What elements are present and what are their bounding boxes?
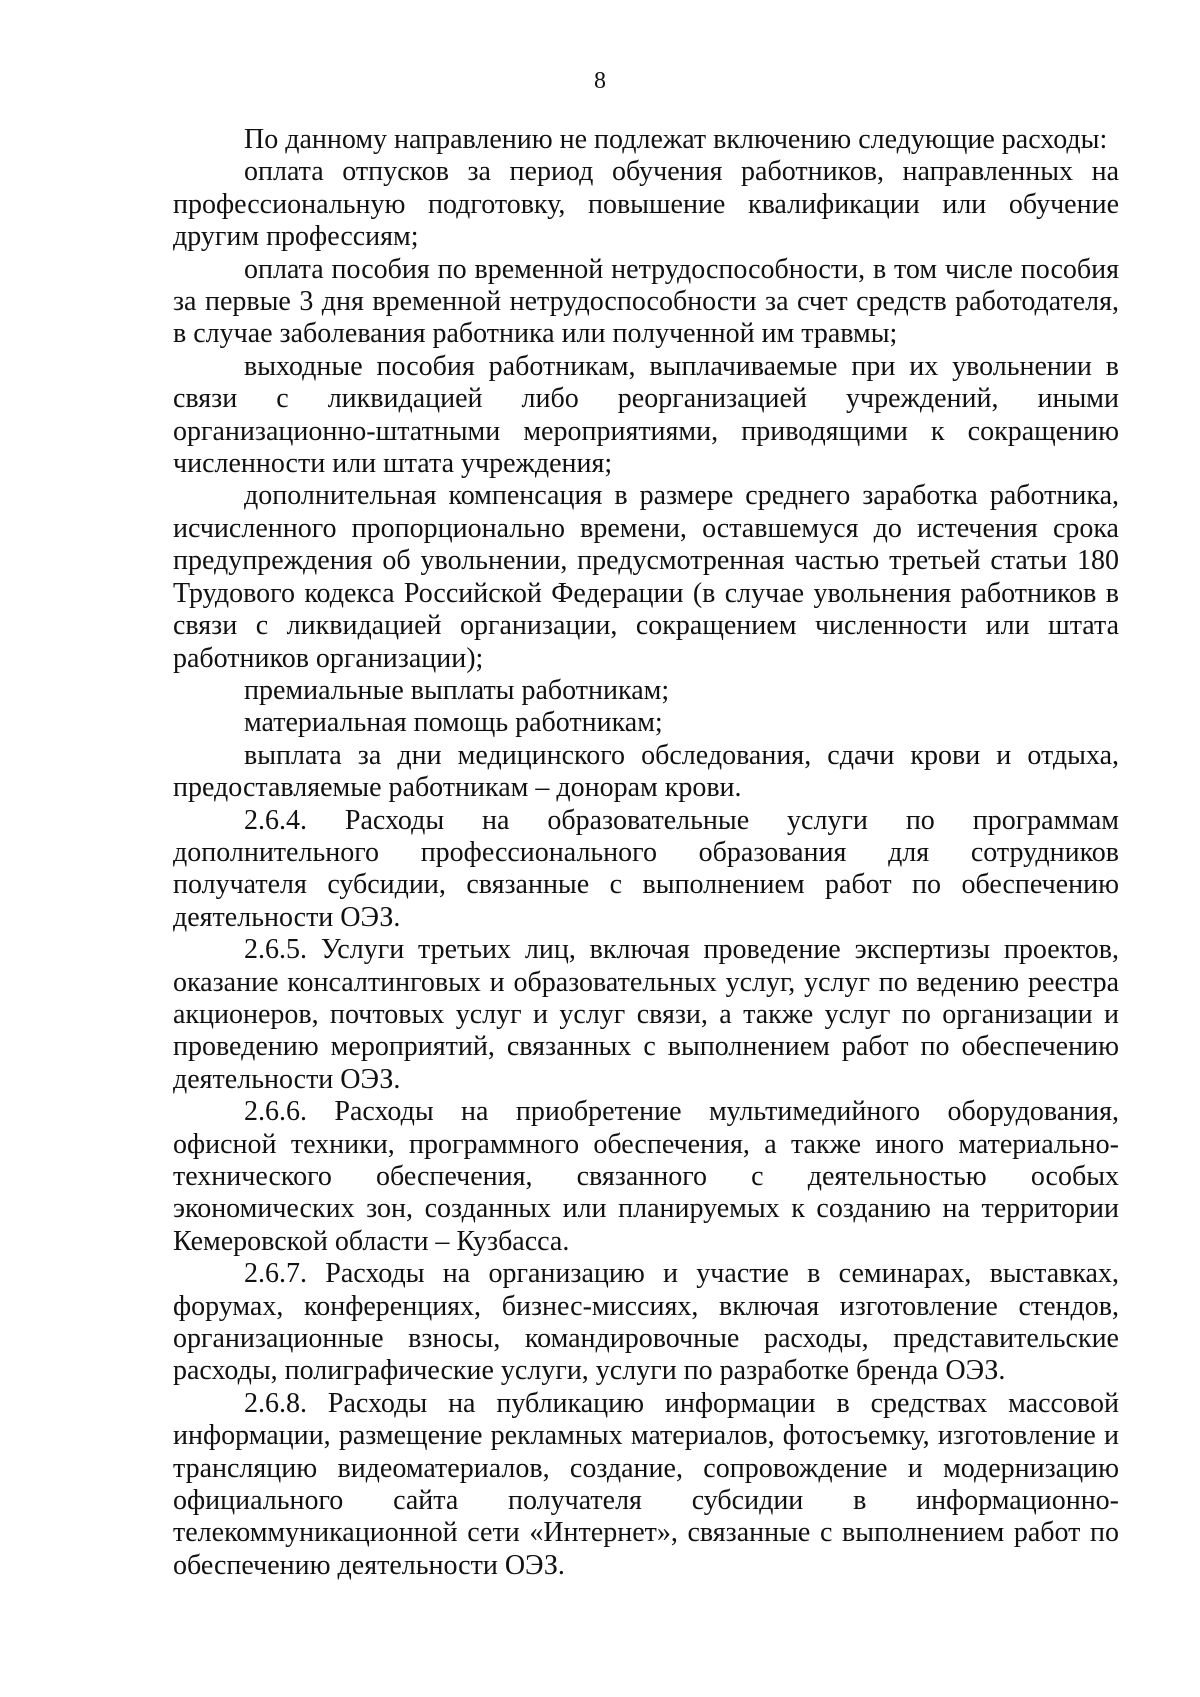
paragraph-financial-aid: материальная помощь работникам; (244, 707, 663, 739)
paragraph-bonus-payments: премиальные выплаты работникам; (244, 674, 670, 706)
paragraph-2-6-8: 2.6.8. Расходы на публикацию информации в средствах массовой информации, размещение рекламных материалов, фотосъемку, изготовление и трансляцию видеоматериалов, создание, сопровождение и модернизацию официального сайта получателя субсидии в информационно-телекоммуникационной сети «Интернет», связанные с выполнением работ по обеспечению деятельности ОЭЗ. (173, 1387, 1119, 1581)
paragraph-vacation-pay: оплата отпусков за период обучения работников, направленных на профессиональную подготовку, повышение квалификации или обучение другим профессиям; (173, 156, 1119, 253)
paragraph-excluded-expenses-intro: По данному направлению не подлежат включению следующие расходы: (244, 124, 1108, 155)
paragraph-2-6-5: 2.6.5. Услуги третьих лиц, включая проведение экспертизы проектов, оказание консалтинговых и образовательных услуг, услуг по ведению реестра акционеров, почтовых услуг и услуг связи, а также услуг по организации и проведению мероприятий, связанных с выполнением работ по обеспечению деятельности ОЭЗ. (173, 934, 1119, 1095)
paragraph-severance-pay: выходные пособия работникам, выплачиваемые при их увольнении в связи с ликвидацией либо реорганизацией учреждений, иными организационно-штатными мероприятиями, приводящими к сокращению численности или штата учреждения; (173, 350, 1119, 480)
paragraph-2-6-7: 2.6.7. Расходы на организацию и участие в семинарах, выставках, форумах, конференциях, бизнес-миссиях, включая изготовление стендов, организационные взносы, командировочные расходы, представительские расходы, полиграфические услуги, услуги по разработке бренда ОЭЗ. (173, 1258, 1119, 1387)
document-body (173, 124, 1119, 1582)
page-number: 8 (594, 68, 606, 94)
paragraph-2-6-6: 2.6.6. Расходы на приобретение мультимедийного оборудования, офисной техники, программного обеспечения, а также иного материально-технического обеспечения, связанного с деятельностью особых экономических зон, созданных или планируемых к созданию на территории Кемеровской области – Кузбасса. (173, 1096, 1119, 1257)
paragraph-additional-compensation: дополнительная компенсация в размере среднего заработка работника, исчисленного пропорционально времени, оставшемуся до истечения срока предупреждения об увольнении, предусмотренная частью третьей статьи 180 Трудового кодекса Российской Федерации (в случае увольнения работников в связи с ликвидацией организации, сокращением численности или штата работников организации); (173, 480, 1119, 674)
paragraph-donor-days: выплата за дни медицинского обследования, сдачи крови и отдыха, предоставляемые работникам – донорам крови. (173, 739, 1119, 804)
paragraph-sick-pay: оплата пособия по временной нетрудоспособности, в том числе пособия за первые 3 дня временной нетрудоспособности за счет средств работодателя, в случае заболевания работника или полученной им травмы; (173, 253, 1119, 350)
paragraph-2-6-4: 2.6.4. Расходы на образовательные услуги по программам дополнительного профессионального образования для сотрудников получателя субсидии, связанные с выполнением работ по обеспечению деятельности ОЭЗ. (173, 804, 1119, 933)
